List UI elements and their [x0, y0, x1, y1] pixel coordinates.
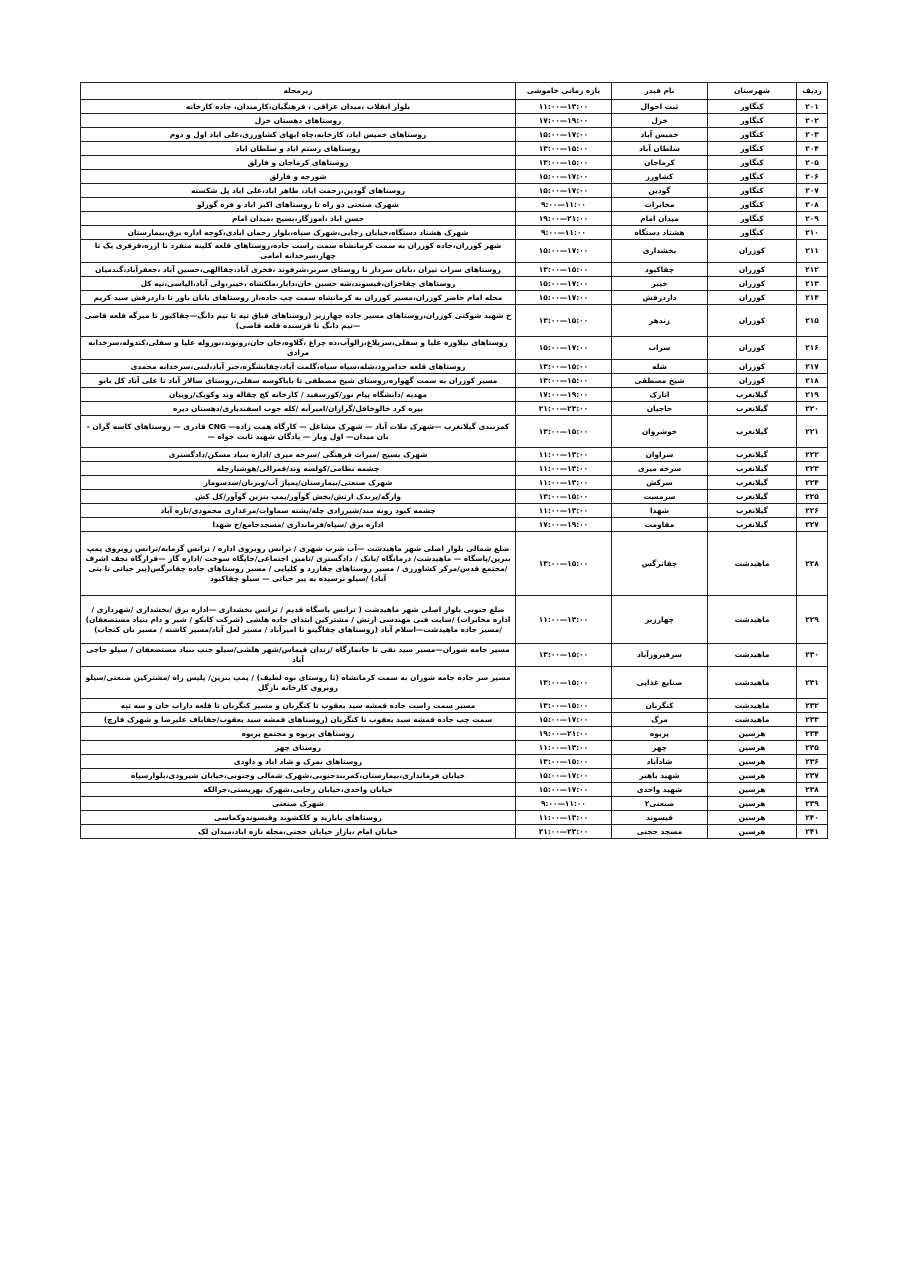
cell-row-number: ۲۳۴: [797, 727, 828, 741]
cell-row-number: ۲۲۷: [797, 518, 828, 532]
cell-city: گیلانغرب: [708, 388, 797, 402]
cell-area: ضلع شمالی بلوار اصلی شهر ماهیدشت —آب شرب شهری / ترانس روبروی اداره / ترانس گرمابه/ترانس روبروی پمپ بنزین/پاسگاه — ماهیدشت/ درمانگاه /بانک / دادگستری /تامین اجتماعی/جایگاه سوخت /اداره گاز —قرارگاه نجف اشرف /مجتمع قدس/مرکز کشاورزی / مسیر روستاهای چقازرد و کلیایی / مسیر روستاهای جاده چقانرگس(پیر حیاتی تا پتی آباد) /سیلو نرسیده به پیر حیاتی — سیلو چقاکبود: [81, 532, 516, 596]
cell-feeder-name: سرمست: [612, 490, 708, 504]
cell-feeder-name: ثبت احوال: [612, 100, 708, 114]
cell-city: گیلانغرب: [708, 476, 797, 490]
table-row: [81, 142, 828, 156]
table-row: [81, 100, 828, 114]
cell-row-number: ۲۳۳: [797, 713, 828, 727]
cell-area: بلوار انقلاب ،میدان عراقی ، فرهنگیان،کارمندان، جاده کارخانه: [81, 100, 516, 114]
cell-feeder-name: سرخه میری: [612, 462, 708, 476]
table-row: [81, 596, 828, 644]
cell-outage-time: ۱۱:۰۰—۱۳:۰۰: [516, 596, 612, 644]
cell-outage-time: ۱۳:۰۰—۱۵:۰۰: [516, 699, 612, 713]
cell-row-number: ۲۲۵: [797, 490, 828, 504]
cell-row-number: ۲۲۳: [797, 462, 828, 476]
cell-feeder-name: خوشروان: [612, 416, 708, 448]
cell-row-number: ۲۱۱: [797, 240, 828, 263]
cell-row-number: ۲۱۶: [797, 337, 828, 360]
table-row: [81, 769, 828, 783]
cell-row-number: ۲۴۱: [797, 825, 828, 839]
cell-feeder-name: هشتاد دستگاه: [612, 226, 708, 240]
cell-city: ماهیدشت: [708, 644, 797, 667]
cell-row-number: ۲۲۶: [797, 504, 828, 518]
cell-feeder-name: شیخ مصطفی: [612, 374, 708, 388]
table-row: [81, 713, 828, 727]
cell-city: کنگاور: [708, 156, 797, 170]
cell-feeder-name: مقاومت: [612, 518, 708, 532]
cell-outage-time: ۱۱:۰۰—۱۳:۰۰: [516, 100, 612, 114]
cell-outage-time: ۱۹:۰۰—۲۱:۰۰: [516, 212, 612, 226]
cell-city: هرسین: [708, 755, 797, 769]
cell-row-number: ۲۳۶: [797, 755, 828, 769]
cell-outage-time: ۱۷:۰۰—۱۹:۰۰: [516, 388, 612, 402]
cell-feeder-name: میدان امام: [612, 212, 708, 226]
cell-city: کنگاور: [708, 184, 797, 198]
table-row: [81, 263, 828, 277]
cell-feeder-name: بخشداری: [612, 240, 708, 263]
cell-city: ماهیدشت: [708, 699, 797, 713]
cell-outage-time: ۱۱:۰۰—۱۳:۰۰: [516, 476, 612, 490]
table-row: [81, 448, 828, 462]
cell-feeder-name: گودین: [612, 184, 708, 198]
cell-area: روستای چهر: [81, 741, 516, 755]
cell-feeder-name: داردرفش: [612, 291, 708, 305]
cell-city: گیلانغرب: [708, 448, 797, 462]
cell-row-number: ۲۳۸: [797, 783, 828, 797]
cell-feeder-name: حاجیان: [612, 402, 708, 416]
cell-outage-time: ۱۵:۰۰—۱۷:۰۰: [516, 277, 612, 291]
cell-area: اداره برق /سپاه/فرمانداری /مسجدجامع/خ شهدا: [81, 518, 516, 532]
table-row: [81, 644, 828, 667]
cell-row-number: ۲۳۷: [797, 769, 828, 783]
cell-outage-time: ۱۵:۰۰—۱۷:۰۰: [516, 337, 612, 360]
table-row: [81, 699, 828, 713]
cell-city: کوزران: [708, 305, 797, 337]
cell-row-number: ۲۳۹: [797, 797, 828, 811]
table-row: [81, 416, 828, 448]
cell-area: شهرک بسیج /میراث فرهنگی /سرخه میری /اداره بنیاد مسکن/دادگستری: [81, 448, 516, 462]
table-header-row: [81, 83, 828, 100]
cell-city: کنگاور: [708, 114, 797, 128]
table-row: [81, 337, 828, 360]
cell-city: ماهیدشت: [708, 532, 797, 596]
cell-area: شهر کوزران،جاده کوزران به سمت کرمانشاه سمت راست جاده،روستاهای قلعه کلینه منفرد تا ازره،قزقری یک تا چهار،سرخدانه امامی: [81, 240, 516, 263]
table-row: [81, 374, 828, 388]
cell-outage-time: ۱۹:۰۰—۲۱:۰۰: [516, 727, 612, 741]
cell-area: سمت چپ جاده قمشه سید یعقوب تا کنگربان (روستاهای قمشه سید یعقوب/جفاباف علیرضا و شهرک قارچ): [81, 713, 516, 727]
cell-row-number: ۲۰۹: [797, 212, 828, 226]
cell-outage-time: ۱۱:۰۰—۱۳:۰۰: [516, 462, 612, 476]
cell-area: روستاهای رستم اباد و سلطان اباد: [81, 142, 516, 156]
cell-feeder-name: صنایع غذایی: [612, 667, 708, 699]
cell-feeder-name: زندهر: [612, 305, 708, 337]
cell-area: مسیر جامه شوران—مسیر سید نقی تا جانمارگاه /زندان قیماس/شهر هلشی/سیلو جنب بنیاد مستضعفان / سیلو حاجی آباد: [81, 644, 516, 667]
cell-outage-time: ۱۵:۰۰—۱۷:۰۰: [516, 128, 612, 142]
cell-row-number: ۲۰۴: [797, 142, 828, 156]
cell-outage-time: ۹:۰۰—۱۱:۰۰: [516, 198, 612, 212]
cell-area: ضلع جنوبی بلوار اصلی شهر ماهیدشت ( ترانس پاسگاه قدیم / ترانس بخشداری —اداره برق /بخشداری /شهرداری /اداره مخابرات) /سایت فنی مهندسی ارتش / مشترکین ابتدای جاده هلشی (شرکت کابکو / شیر و دام بنیاد مستضعفان) /مسیر جاده ماهیدشت—اسلام آباد (روستاهای چقاگینو تا امیرآباد / مسیر لعل آباد/مسیر کاشته / مسیر بان کنجاب): [81, 596, 516, 644]
cell-row-number: ۲۲۸: [797, 532, 828, 596]
table-row: [81, 156, 828, 170]
cell-row-number: ۲۰۳: [797, 128, 828, 142]
cell-feeder-name: خمیس آباد: [612, 128, 708, 142]
cell-city: هرسین: [708, 783, 797, 797]
cell-outage-time: ۱۳:۰۰—۱۵:۰۰: [516, 755, 612, 769]
cell-feeder-name: خیبر: [612, 277, 708, 291]
cell-outage-time: ۱۱:۰۰—۱۳:۰۰: [516, 504, 612, 518]
cell-city: ماهیدشت: [708, 596, 797, 644]
table-row: [81, 825, 828, 839]
cell-city: کنگاور: [708, 198, 797, 212]
table-row: [81, 797, 828, 811]
cell-row-number: ۲۰۵: [797, 156, 828, 170]
cell-city: کوزران: [708, 374, 797, 388]
cell-area: خ شهید شوکتی کوزران،روستاهای مسیر جاده چهارزبر (روستاهای قباق تپه تا تیم دانگ—چقاکبوز تا میرگه قلعه قاضی—تیم دانگ تا فرسنده قلعه قاضی): [81, 305, 516, 337]
cell-city: ماهیدشت: [708, 713, 797, 727]
cell-city: کنگاور: [708, 212, 797, 226]
cell-feeder-name: شهید واحدی: [612, 783, 708, 797]
table-row: [81, 727, 828, 741]
cell-feeder-name: شادآباد: [612, 755, 708, 769]
cell-area: چشمه کبود رونه مند/شیرزادی چله/پشته سماوات/مرغداری محمودی/تازه آباد: [81, 504, 516, 518]
cell-feeder-name: شله: [612, 360, 708, 374]
cell-area: خیابان امام ،بازار خیابان حجتی،محله تازه اباد،میدان لک: [81, 825, 516, 839]
table-row: [81, 388, 828, 402]
cell-feeder-name: کرماجان: [612, 156, 708, 170]
table-row: [81, 755, 828, 769]
cell-area: حسن اباد ،اموزگار،بسیج ،میدان امام: [81, 212, 516, 226]
cell-area: خیابان فرمانداری،بیمارستان،کمربندجنوبی،شهرک شمالی وجنوبی،خیابان شیرودی،بلوارسپاه: [81, 769, 516, 783]
header-row-number: ردیف: [797, 83, 828, 100]
cell-feeder-name: کنگربان: [612, 699, 708, 713]
cell-feeder-name: مسجد حجتی: [612, 825, 708, 839]
table-row: [81, 128, 828, 142]
cell-row-number: ۲۳۵: [797, 741, 828, 755]
cell-row-number: ۲۴۰: [797, 811, 828, 825]
cell-feeder-name: صنعتی۲: [612, 797, 708, 811]
cell-outage-time: ۱۱:۰۰—۱۳:۰۰: [516, 811, 612, 825]
cell-area: خیابان واحدی،خیابان رجایی،شهرک بهزیستی،جرالکه: [81, 783, 516, 797]
cell-area: شورجه و فارلق: [81, 170, 516, 184]
cell-outage-time: ۹:۰۰—۱۱:۰۰: [516, 797, 612, 811]
cell-city: گیلانغرب: [708, 416, 797, 448]
cell-city: کوزران: [708, 337, 797, 360]
cell-row-number: ۲۱۲: [797, 263, 828, 277]
cell-area: مسیر سر جاده جامه شوران به سمت کرمانشاه (تا روستای نوه لطیف) / پمپ بنزین/ پلیس راه /مشترکین صنعتی/سیلو روبروی کارخانه نازگل: [81, 667, 516, 699]
cell-outage-time: ۱۵:۰۰—۱۷:۰۰: [516, 291, 612, 305]
cell-feeder-name: سراوان: [612, 448, 708, 462]
cell-feeder-name: چقاکبود: [612, 263, 708, 277]
cell-outage-time: ۱۳:۰۰—۱۵:۰۰: [516, 667, 612, 699]
table-row: [81, 291, 828, 305]
cell-area: روستاهای نیلاوره علیا و سفلی،سرپلاغ،زالوآب،ده چراغ ،گلاوه،جان جان،رونوند،نوروله علیا و سفلی،کندوله،سرخدانه مرادی: [81, 337, 516, 360]
cell-city: هرسین: [708, 797, 797, 811]
table-row: [81, 518, 828, 532]
table-row: [81, 277, 828, 291]
cell-city: کنگاور: [708, 100, 797, 114]
cell-outage-time: ۱۳:۰۰—۱۵:۰۰: [516, 142, 612, 156]
header-city: شهرستان: [708, 83, 797, 100]
cell-city: کنگاور: [708, 226, 797, 240]
cell-row-number: ۲۰۱: [797, 100, 828, 114]
cell-row-number: ۲۳۱: [797, 667, 828, 699]
cell-city: گیلانغرب: [708, 490, 797, 504]
outage-schedule-table: [80, 82, 828, 839]
cell-feeder-name: پربوه: [612, 727, 708, 741]
table-row: [81, 490, 828, 504]
cell-city: کوزران: [708, 291, 797, 305]
cell-area: مهدیه /دانشگاه پیام نور/کورسفید / کارخانه کچ چقاله وند وکویک/رویبان: [81, 388, 516, 402]
cell-city: هرسین: [708, 769, 797, 783]
cell-row-number: ۲۱۰: [797, 226, 828, 240]
cell-city: هرسین: [708, 741, 797, 755]
cell-area: روستاهای نمرک و شاد اباد و داودی: [81, 755, 516, 769]
table-row: [81, 532, 828, 596]
table-row: [81, 226, 828, 240]
table-row: [81, 504, 828, 518]
cell-feeder-name: چهر: [612, 741, 708, 755]
cell-area: روستاهای خمیس اباد، کارخانه،چاه ابهای کشاورزی،علی اباد اول و دوم: [81, 128, 516, 142]
cell-row-number: ۲۲۰: [797, 402, 828, 416]
cell-area: بیره کرد خالوخافل/گرازان/امیرآبه /کله جوب اسفندیاری/دهستان دیره: [81, 402, 516, 416]
cell-area: روستاهای دهستان خزل: [81, 114, 516, 128]
table-row: [81, 462, 828, 476]
cell-row-number: ۲۰۷: [797, 184, 828, 198]
cell-row-number: ۲۱۷: [797, 360, 828, 374]
cell-area: محله امام حاضر کوزران،مسیر کوزران به کرمانشاه سمت چپ جاده،از روستاهای بابان باور تا داردرفش سید کریم: [81, 291, 516, 305]
cell-feeder-name: کشاورز: [612, 170, 708, 184]
cell-city: گیلانغرب: [708, 518, 797, 532]
cell-row-number: ۲۰۶: [797, 170, 828, 184]
cell-row-number: ۲۱۳: [797, 277, 828, 291]
cell-row-number: ۲۰۲: [797, 114, 828, 128]
cell-area: روستاهای پربوه و مجتمع پربوه: [81, 727, 516, 741]
cell-row-number: ۲۱۵: [797, 305, 828, 337]
cell-outage-time: ۱۵:۰۰—۱۷:۰۰: [516, 769, 612, 783]
cell-outage-time: ۱۳:۰۰—۱۵:۰۰: [516, 360, 612, 374]
table-row: [81, 741, 828, 755]
cell-feeder-name: سرفیروزآباد: [612, 644, 708, 667]
cell-feeder-name: مرگ: [612, 713, 708, 727]
cell-outage-time: ۱۵:۰۰—۱۷:۰۰: [516, 170, 612, 184]
cell-area: وارگه/پرندک ارتش/بخش گوآور/پمپ بنزین گوآور/کل کش: [81, 490, 516, 504]
table-row: [81, 198, 828, 212]
cell-feeder-name: اتارک: [612, 388, 708, 402]
cell-city: گیلانغرب: [708, 504, 797, 518]
cell-area: کمربندی گیلانغرب —شهرک ملات آباد — شهرک مشاغل — کارگاه همت زاده— CNG قادری — روستاهای کاسه گران - بان میدان— اول ویار — پادگان شهید ثابت خواه —: [81, 416, 516, 448]
table-row: [81, 783, 828, 797]
cell-area: مسیر سمت راست جاده قمشه سید یعقوب تا کنگربان و مسیر کنگربان تا قلعه داراب خان و سه تپه: [81, 699, 516, 713]
cell-city: کوزران: [708, 240, 797, 263]
cell-feeder-name: مخابرات: [612, 198, 708, 212]
cell-outage-time: ۱۵:۰۰—۱۷:۰۰: [516, 783, 612, 797]
cell-outage-time: ۱۵:۰۰—۱۷:۰۰: [516, 240, 612, 263]
cell-city: کوزران: [708, 360, 797, 374]
cell-city: کنگاور: [708, 170, 797, 184]
cell-feeder-name: شهدا: [612, 504, 708, 518]
cell-outage-time: ۹:۰۰—۱۱:۰۰: [516, 226, 612, 240]
table-row: [81, 360, 828, 374]
cell-outage-time: ۱۱:۰۰—۱۳:۰۰: [516, 741, 612, 755]
cell-row-number: ۲۱۸: [797, 374, 828, 388]
cell-city: کنگاور: [708, 128, 797, 142]
cell-feeder-name: چقانرگس: [612, 532, 708, 596]
cell-feeder-name: قیسوند: [612, 811, 708, 825]
cell-row-number: ۲۲۱: [797, 416, 828, 448]
cell-city: هرسین: [708, 825, 797, 839]
cell-outage-time: ۱۳:۰۰—۱۵:۰۰: [516, 374, 612, 388]
cell-area: شهرک هشتاد دستگاه،خیابان رجایی،شهرک سپاه،بلوار رحمان ابادی،کوچه اداره برق،بیمارستان: [81, 226, 516, 240]
cell-area: روستاهای چقاخزان،قیسوند،شه حسین خان،دابار،ملکشاه ،خیبر،ولی آباد،الیاسی،تپه کل: [81, 277, 516, 291]
cell-outage-time: ۲۱:۰۰—۲۳:۰۰: [516, 402, 612, 416]
table-row: [81, 114, 828, 128]
cell-row-number: ۲۰۸: [797, 198, 828, 212]
cell-outage-time: ۱۳:۰۰—۱۵:۰۰: [516, 644, 612, 667]
table-row: [81, 212, 828, 226]
cell-outage-time: ۱۳:۰۰—۱۵:۰۰: [516, 305, 612, 337]
cell-area: چشمه نظامی/کولسه وند/قمرالی/هوشیارچله: [81, 462, 516, 476]
cell-feeder-name: خزل: [612, 114, 708, 128]
cell-outage-time: ۱۳:۰۰—۱۵:۰۰: [516, 156, 612, 170]
cell-row-number: ۲۱۴: [797, 291, 828, 305]
cell-feeder-name: شهید باهنر: [612, 769, 708, 783]
cell-city: کنگاور: [708, 142, 797, 156]
table-row: [81, 305, 828, 337]
table-row: [81, 402, 828, 416]
cell-city: کوزران: [708, 263, 797, 277]
cell-area: روستاهای سراب تیران ،بابان سردار تا روستای سربر،شرفوند ،فخری آباد،چقاالهی،حسین آباد ،جعفرآباد،گندمیان: [81, 263, 516, 277]
cell-row-number: ۲۲۴: [797, 476, 828, 490]
header-outage-time: بازه زمانی خاموشی: [516, 83, 612, 100]
cell-city: گیلانغرب: [708, 462, 797, 476]
cell-row-number: ۲۲۹: [797, 596, 828, 644]
cell-city: ماهیدشت: [708, 667, 797, 699]
outage-schedule-page: [80, 82, 827, 839]
cell-city: هرسین: [708, 727, 797, 741]
cell-area: مسیر کوزران به سمت گهواره،روستای شیخ مصطفی تا باباکوسه سفلی،روستای سالار آباد تا علی آباد کل بانو: [81, 374, 516, 388]
cell-area: شهرک صنعتی/بیمارستان/پمپاژ آب/وبزنان/سدسومار: [81, 476, 516, 490]
header-feeder-name: نام فیدر: [612, 83, 708, 100]
cell-outage-time: ۱۱:۰۰—۱۳:۰۰: [516, 448, 612, 462]
cell-outage-time: ۲۱:۰۰—۲۳:۰۰: [516, 825, 612, 839]
cell-area: روستاهای قلعه خدامرود،شله،سیاه سیاه،گلمت آباد،چقانشگره،جبر آباد،لبنی،سرخدانه محمدی: [81, 360, 516, 374]
table-row: [81, 184, 828, 198]
cell-outage-time: ۱۳:۰۰—۱۵:۰۰: [516, 416, 612, 448]
cell-area: شهرک صنعتی: [81, 797, 516, 811]
cell-feeder-name: سلطان آباد: [612, 142, 708, 156]
cell-area: روستاهای کرماجان و فارلق: [81, 156, 516, 170]
cell-city: گیلانغرب: [708, 402, 797, 416]
cell-area: روستاهای گودین،رحمت اباد، طاهر اباد،علی اباد پل شکسته: [81, 184, 516, 198]
cell-row-number: ۲۳۲: [797, 699, 828, 713]
table-body: [81, 100, 828, 839]
header-area: زیرمحله: [81, 83, 516, 100]
table-row: [81, 476, 828, 490]
cell-city: هرسین: [708, 811, 797, 825]
cell-outage-time: ۱۵:۰۰—۱۷:۰۰: [516, 713, 612, 727]
table-row: [81, 811, 828, 825]
table-row: [81, 240, 828, 263]
cell-feeder-name: سرکش: [612, 476, 708, 490]
cell-outage-time: ۱۳:۰۰—۱۵:۰۰: [516, 263, 612, 277]
cell-feeder-name: سراب: [612, 337, 708, 360]
cell-area: شهرک صنعتی دو راه تا روستاهای اکبر اباد و فره گوزلو: [81, 198, 516, 212]
cell-city: کوزران: [708, 277, 797, 291]
cell-outage-time: ۱۵:۰۰—۱۷:۰۰: [516, 184, 612, 198]
cell-area: روستاهای بابازید و کلکشوند وقیسوندوکماسی: [81, 811, 516, 825]
cell-outage-time: ۱۳:۰۰—۱۵:۰۰: [516, 490, 612, 504]
cell-row-number: ۲۲۲: [797, 448, 828, 462]
cell-outage-time: ۱۷:۰۰—۱۹:۰۰: [516, 114, 612, 128]
cell-feeder-name: چهارزبر: [612, 596, 708, 644]
table-row: [81, 170, 828, 184]
table-row: [81, 667, 828, 699]
cell-row-number: ۲۱۹: [797, 388, 828, 402]
cell-outage-time: ۱۳:۰۰—۱۵:۰۰: [516, 532, 612, 596]
cell-outage-time: ۱۷:۰۰—۱۹:۰۰: [516, 518, 612, 532]
cell-row-number: ۲۳۰: [797, 644, 828, 667]
